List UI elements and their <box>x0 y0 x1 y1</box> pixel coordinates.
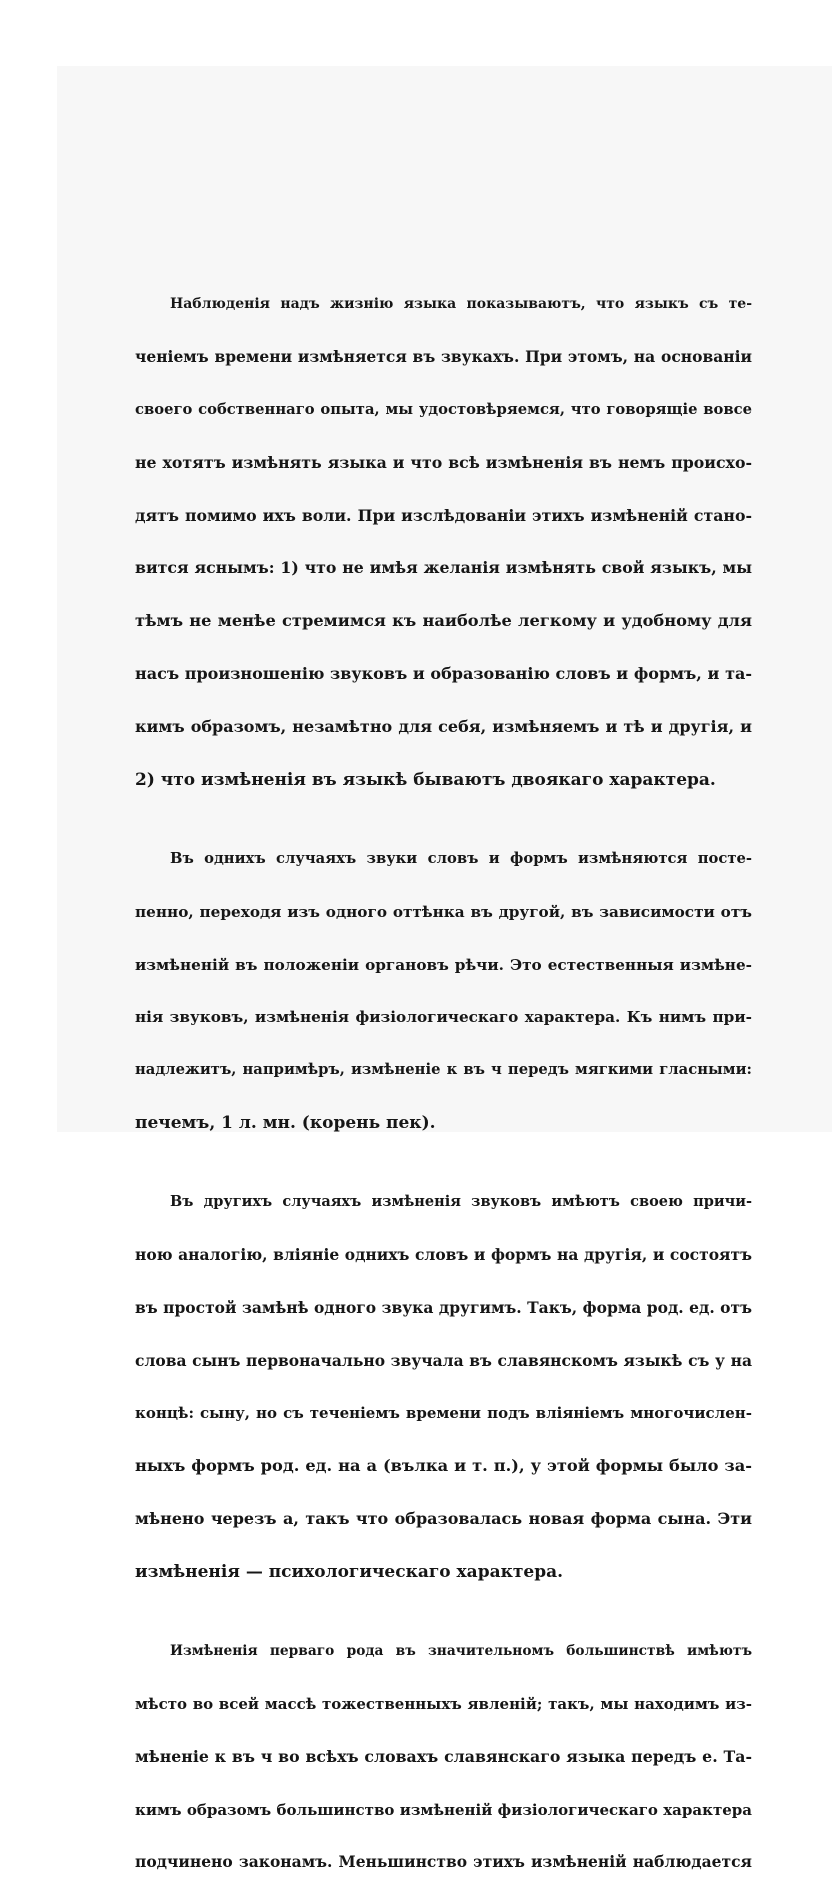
text-line: надлежитъ, напримѣръ, измѣненіе к въ ч передъ мягкими гласными: <box>135 1061 752 1079</box>
paragraph-2 <box>135 820 752 1163</box>
text-line: измѣненій въ положеніи органовъ рѣчи. Это естественныя измѣне- <box>135 955 752 974</box>
text-line: не хотятъ измѣнять языка и что всѣ измѣненія въ немъ происхо- <box>135 452 752 472</box>
text-line: нія звуковъ, измѣненія физіологическаго характера. Къ нимъ при- <box>135 1008 752 1027</box>
text-line: Наблюденія надъ жизнію языка показываютъ, что языкъ съ те- <box>170 296 752 313</box>
text-line: мѣсто во всей массѣ тожественныхъ явленій; такъ, мы находимъ из- <box>135 1694 752 1713</box>
text-line: своего собственнаго опыта, мы удостовѣряемся, что говорящіе вовсе <box>135 401 752 419</box>
text-line: подчинено законамъ. Меньшинство этихъ измѣненій наблюдается <box>135 1852 752 1872</box>
text-line: измѣненія — психологическаго характера. <box>135 1561 564 1582</box>
text-line: ченіемъ времени измѣняется въ звукахъ. При этомъ, на основаніи <box>135 347 752 367</box>
text-line: слова сынъ первоначально звучала въ славянскомъ языкѣ съ у на <box>135 1350 752 1370</box>
text-line: Измѣненія перваго рода въ значительномъ большинствѣ имѣютъ <box>170 1643 752 1660</box>
text-line: пенно, переходя изъ одного оттѣнка въ другой, въ зависимости отъ <box>135 902 752 921</box>
text-line: концѣ: сыну, но съ теченіемъ времени подъ вліяніемъ многочислен- <box>135 1404 752 1423</box>
text-line: дятъ помимо ихъ воли. При изслѣдованіи этихъ измѣненій стано- <box>135 505 752 525</box>
body-text <box>135 265 752 1902</box>
text-line: Въ однихъ случаяхъ звуки словъ и формъ измѣняются посте- <box>170 849 752 867</box>
text-line: ною аналогію, вліяніе однихъ словъ и формъ на другія, и состоятъ <box>135 1245 752 1265</box>
text-line: насъ произношенію звуковъ и образованію словъ и формъ, и та- <box>135 664 752 684</box>
text-line: вится яснымъ: 1) что не имѣя желанія измѣнять свой языкъ, мы <box>135 558 752 578</box>
text-line: мѣнено черезъ а, такъ что образовалась новая форма сына. Эти <box>135 1509 752 1529</box>
paragraph-4 <box>135 1612 752 1902</box>
paragraph-1 <box>135 265 752 820</box>
text-line: мѣненіе к въ ч во всѣхъ словахъ славянскаго языка передъ е. Та- <box>135 1746 752 1766</box>
text-line: тѣмъ не менѣе стремимся къ наиболѣе легкому и удобному для <box>135 611 752 631</box>
text-line: ныхъ формъ род. ед. на а (вълка и т. п.), у этой формы было за- <box>135 1456 752 1476</box>
text-line: кимъ образомъ, незамѣтно для себя, измѣняемъ и тѣ и другія, и <box>135 716 752 736</box>
text-line: Въ другихъ случаяхъ измѣненія звуковъ имѣютъ своею причи- <box>170 1193 752 1211</box>
paragraph-3 <box>135 1163 752 1612</box>
text-line: 2) что измѣненія въ языкѣ бываютъ двоякаго характера. <box>135 769 716 790</box>
text-line: въ простой замѣнѣ одного звука другимъ. Такъ, форма род. ед. отъ <box>135 1297 752 1317</box>
text-line: кимъ образомъ большинство измѣненій физіологическаго характера <box>135 1800 752 1819</box>
text-line: печемъ, 1 л. мн. (корень пек). <box>135 1113 436 1133</box>
